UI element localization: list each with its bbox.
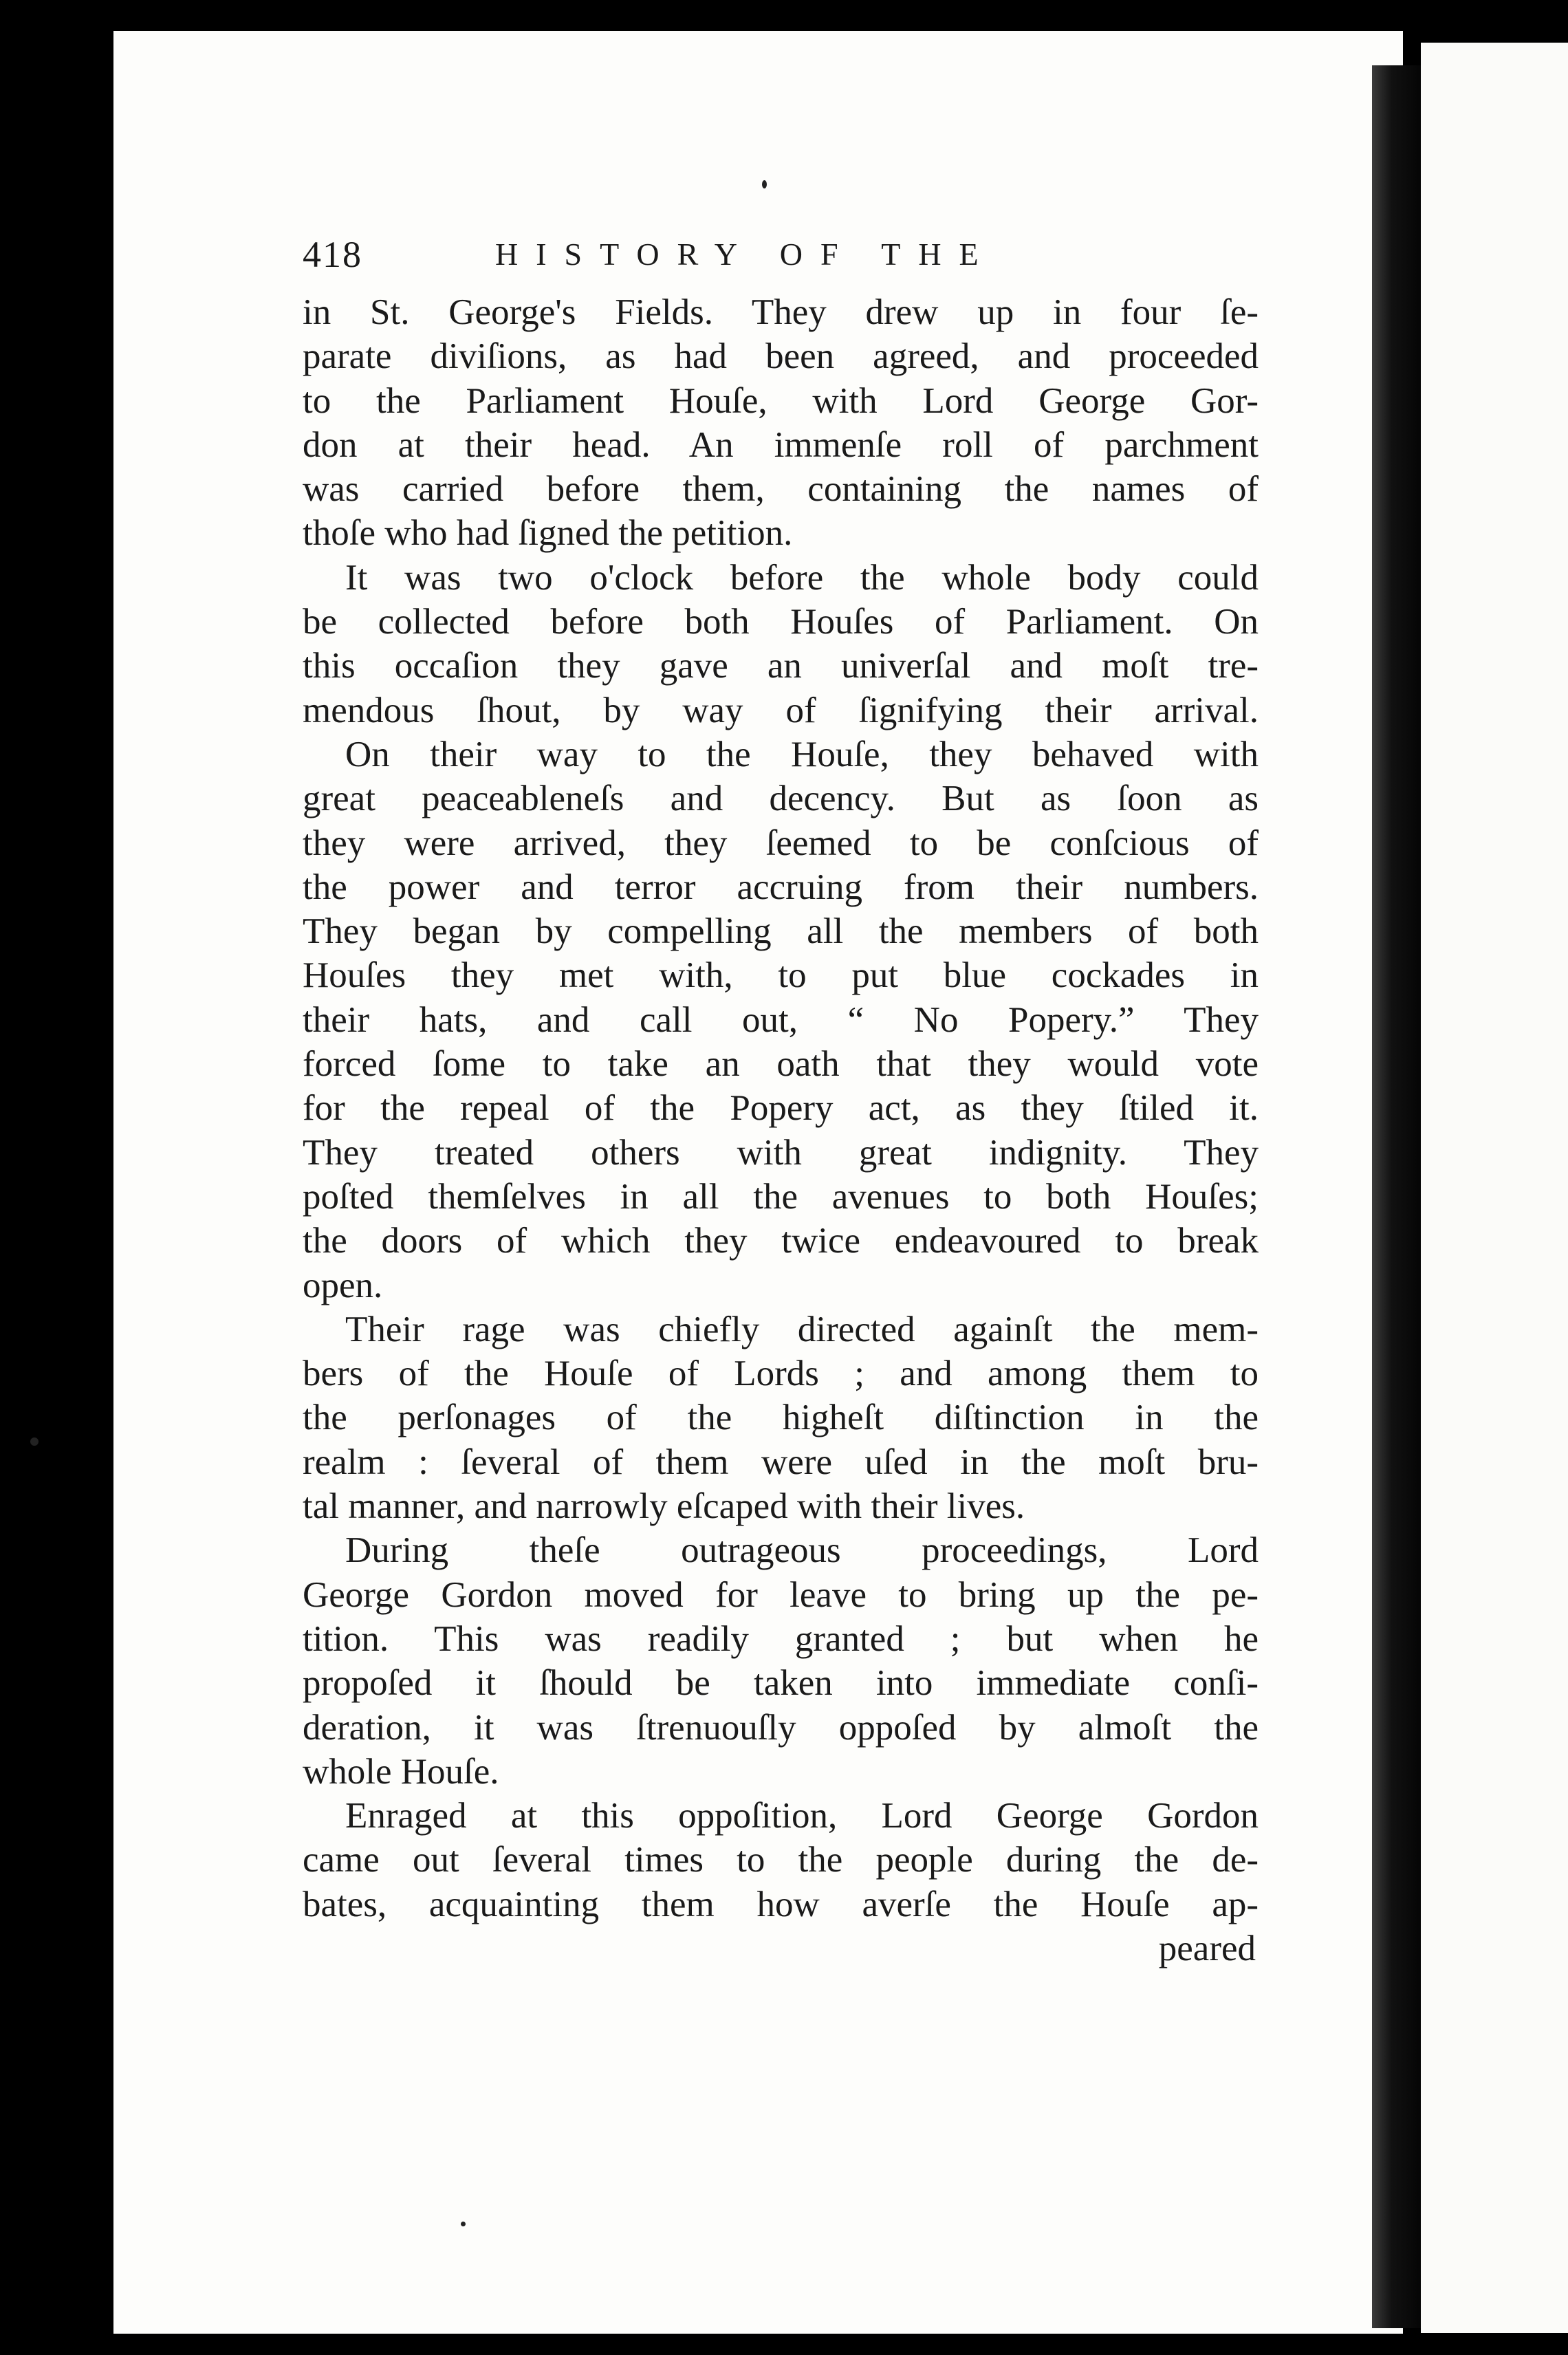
text-line: this occaſion they gave an univerſal and moſt tre-: [303, 646, 1259, 686]
text-line: great peaceableneſs and decency. But as ſoon as: [303, 779, 1259, 819]
text-line: don at their head. An immenſe roll of parchment: [303, 424, 1259, 465]
catchword: peared: [1158, 1928, 1256, 1968]
text-line: Houſes they met with, to put blue cockades in: [303, 955, 1259, 996]
text-line: to the Parliament Houſe, with Lord George Gor-: [303, 380, 1259, 421]
text-line: George Gordon moved for leave to bring up the pe-: [303, 1574, 1259, 1615]
text-line: During theſe outrageous proceedings, Lord: [345, 1530, 1259, 1571]
ink-speck: [762, 180, 767, 188]
text-line: They treated others with great indignity. They: [303, 1132, 1259, 1173]
ink-speck: [30, 1437, 39, 1446]
running-title: HISTORY OF THE: [495, 237, 997, 272]
text-line: in St. George's Fields. They drew up in four ſe-: [303, 292, 1259, 332]
facing-page-edge: [1421, 43, 1568, 2333]
text-line: propoſed it ſhould be taken into immediate conſi-: [303, 1663, 1259, 1704]
text-line: their hats, and call out, “ No Popery.” They: [303, 999, 1259, 1040]
page-number: 418: [303, 234, 362, 275]
text-line: came out ſeveral times to the people during the de-: [303, 1840, 1259, 1880]
text-line: bers of the Houſe of Lords ; and among them to: [303, 1354, 1259, 1394]
text-line: On their way to the Houſe, they behaved with: [345, 734, 1259, 774]
text-line: parate diviſions, as had been agreed, and proceeded: [303, 336, 1259, 377]
text-line: the doors of which they twice endeavoured to break: [303, 1221, 1259, 1261]
text-line: realm : ſeveral of them were uſed in the moſt bru-: [303, 1442, 1259, 1482]
text-line: open.: [303, 1265, 383, 1305]
running-head: [303, 227, 1259, 282]
body-text: [303, 290, 1259, 1927]
text-line: was carried before them, containing the names of: [303, 469, 1259, 510]
text-line: mendous ſhout, by way of ſignifying their arrival.: [303, 690, 1259, 730]
text-line: they were arrived, they ſeemed to be conſcious of: [303, 823, 1259, 863]
text-line: tal manner, and narrowly eſcaped with their lives.: [303, 1486, 1025, 1527]
text-line: Their rage was chiefly directed againſt the mem-: [345, 1309, 1259, 1349]
text-line: for the repeal of the Popery act, as they ſtiled it.: [303, 1088, 1259, 1129]
ink-speck: [461, 2222, 466, 2226]
text-line: bates, acquainting them how averſe the Houſe ap-: [303, 1884, 1259, 1924]
text-line: the perſonages of the higheſt diſtinction in the: [303, 1398, 1259, 1438]
text-line: thoſe who had ſigned the petition.: [303, 513, 793, 554]
text-line: tition. This was readily granted ; but when he: [303, 1618, 1259, 1659]
binding-gutter: [1372, 65, 1422, 2328]
text-line: whole Houſe.: [303, 1751, 499, 1792]
text-block: [303, 227, 1259, 1971]
text-line: be collected before both Houſes of Parliament. On: [303, 602, 1259, 642]
text-line: Enraged at this oppoſition, Lord George Gordon: [345, 1796, 1259, 1836]
text-line: forced ſome to take an oath that they would vote: [303, 1044, 1259, 1085]
text-line: the power and terror accruing from their numbers.: [303, 867, 1259, 907]
text-line: poſted themſelves in all the avenues to both Houſes;: [303, 1176, 1259, 1217]
text-line: They began by compelling all the members of both: [303, 911, 1259, 952]
text-line: It was two o'clock before the whole body could: [345, 557, 1259, 598]
text-line: deration, it was ſtrenuouſly oppoſed by almoſt the: [303, 1707, 1259, 1748]
